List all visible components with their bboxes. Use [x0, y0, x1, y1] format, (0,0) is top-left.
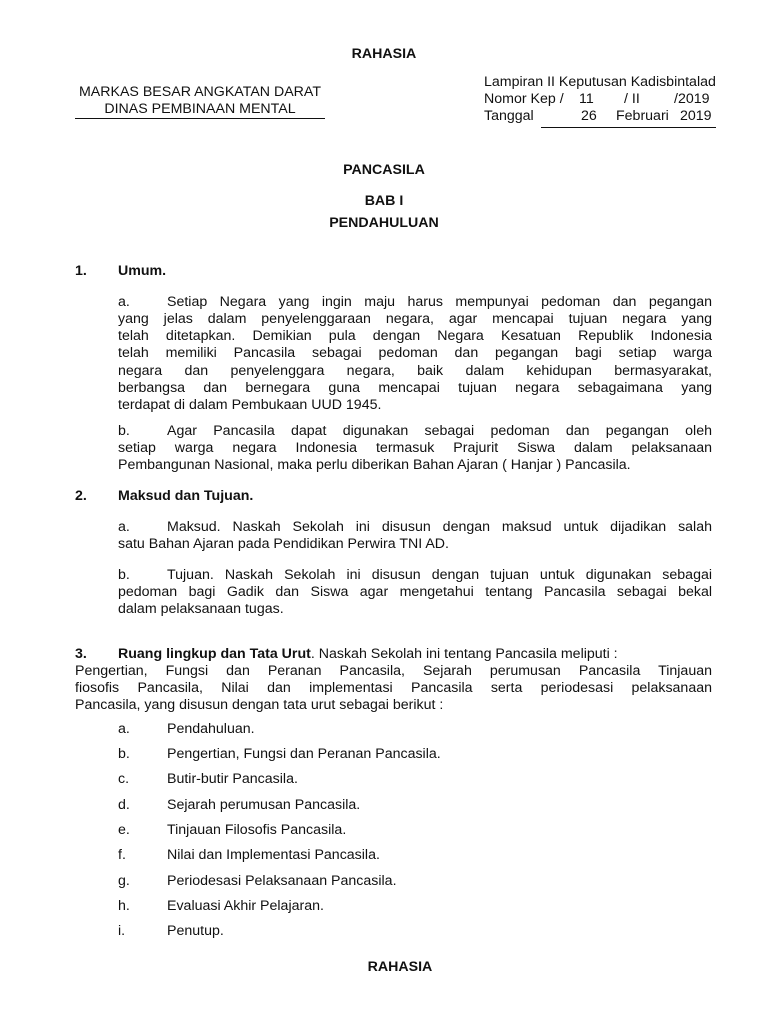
section-1-number: 1. [75, 263, 87, 279]
classification-top: RAHASIA [351, 46, 417, 62]
section-3-heading: Ruang lingkup dan Tata Urut [118, 646, 311, 662]
attachment-tanggal-row [484, 108, 716, 125]
section-3-heading-line [118, 646, 712, 663]
attachment-block [484, 74, 716, 125]
list-item: Butir-butir Pancasila. [167, 771, 298, 787]
tanggal-label: Tanggal [484, 108, 534, 125]
nomor-month: / II [624, 91, 640, 108]
list-item-label: h. [118, 898, 130, 914]
list-item-label: e. [118, 822, 130, 838]
attachment-nomor-row [484, 91, 716, 108]
list-item: Evaluasi Akhir Pelajaran. [167, 898, 324, 914]
section-2b-first-line: Tujuan. Naskah Sekolah ini disusun dengan tujuan untuk digunakan sebagai [167, 567, 712, 583]
org-block [75, 84, 325, 118]
chapter-number: BAB I [364, 193, 404, 209]
list-item: Periodesasi Pelaksanaan Pancasila. [167, 873, 397, 889]
section-1a-label: a. [118, 294, 130, 310]
nomor-number: 11 [579, 91, 594, 108]
section-2a-label: a. [118, 519, 130, 535]
section-1a-body: yang jelas dalam penyelenggaraan negara, agar mencapai tujuan negara yang telah ditetapkan. Demikian pula dengan Negara Kesatuan Republik Indonesia telah memiliki Pancasila sebagai pedoman dan pegangan bagi setiap warga negara dan penyelenggara negara, baik dalam kehidupan bermasyarakat, berbangsa dan bernegara guna mencapai tujuan negara sebagaimana yang terdapat di dalam Pembukaan UUD 1945. [118, 311, 712, 414]
list-item: Penutup. [167, 923, 224, 939]
list-item-label: g. [118, 873, 130, 889]
org-unit: DINAS PEMBINAAN MENTAL [104, 101, 296, 118]
list-item-label: i. [118, 923, 126, 939]
org-name: MARKAS BESAR ANGKATAN DARAT [78, 84, 322, 100]
section-1-heading: Umum. [118, 263, 167, 279]
section-2a-first-line: Maksud. Naskah Sekolah ini disusun dengan maksud untuk dijadikan salah [167, 519, 712, 535]
section-2-number: 2. [75, 488, 87, 504]
section-2b-label: b. [118, 567, 130, 583]
list-item: Pengertian, Fungsi dan Peranan Pancasila. [167, 746, 441, 762]
section-3-intro: Pengertian, Fungsi dan Peranan Pancasila, Sejarah perumusan Pancasila Tinjauan fiosofis Pancasila, Nilai dan implementasi Pancasila serta periodesasi pelaksanaan Pancasila, yang disusun dengan tata urut sebagai berikut : [75, 663, 712, 714]
attachment-underline [541, 127, 716, 128]
list-item-label: b. [118, 746, 130, 762]
classification-bottom: RAHASIA [367, 959, 433, 975]
chapter-title: PENDAHULUAN [329, 215, 439, 231]
section-1b-body: setiap warga negara Indonesia termasuk Prajurit Siswa dalam pelaksanaan Pembangunan Nasional, maka perlu diberikan Bahan Ajaran ( Hanjar ) Pancasila. [118, 440, 712, 474]
section-1a-first-line: Setiap Negara yang ingin maju harus mempunyai pedoman dan pegangan [167, 294, 712, 310]
list-item-label: d. [118, 797, 130, 813]
list-item: Nilai dan Implementasi Pancasila. [167, 847, 380, 863]
section-2a-body: satu Bahan Ajaran pada Pendidikan Perwira TNI AD. [118, 536, 449, 552]
list-item-label: f. [118, 847, 126, 863]
nomor-year: /2019 [674, 91, 710, 108]
nomor-label: Nomor Kep / [484, 91, 564, 108]
section-3-intro-first: . Naskah Sekolah ini tentang Pancasila meliputi : [310, 646, 618, 662]
section-1b-label: b. [118, 423, 130, 439]
section-1b-first-line: Agar Pancasila dapat digunakan sebagai pedoman dan pegangan oleh [167, 423, 712, 439]
attachment-title: Lampiran II Keputusan Kadisbintalad [484, 74, 716, 90]
tanggal-month: Februari [616, 108, 669, 125]
list-item: Tinjauan Filosofis Pancasila. [167, 822, 347, 838]
section-2-heading: Maksud dan Tujuan. [118, 488, 254, 504]
list-item-label: c. [118, 771, 130, 787]
list-item: Pendahuluan. [167, 721, 255, 737]
tanggal-day: 26 [581, 108, 597, 125]
org-underline [75, 118, 325, 119]
list-item-label: a. [118, 721, 130, 737]
section-3-number: 3. [75, 646, 87, 662]
tanggal-year: 2019 [680, 108, 712, 125]
doc-title: PANCASILA [343, 162, 425, 178]
section-2b-body: pedoman bagi Gadik dan Siswa agar mengetahui tentang Pancasila sebagai bekal dalam pelaksanaan tugas. [118, 584, 712, 618]
list-item: Sejarah perumusan Pancasila. [167, 797, 361, 813]
